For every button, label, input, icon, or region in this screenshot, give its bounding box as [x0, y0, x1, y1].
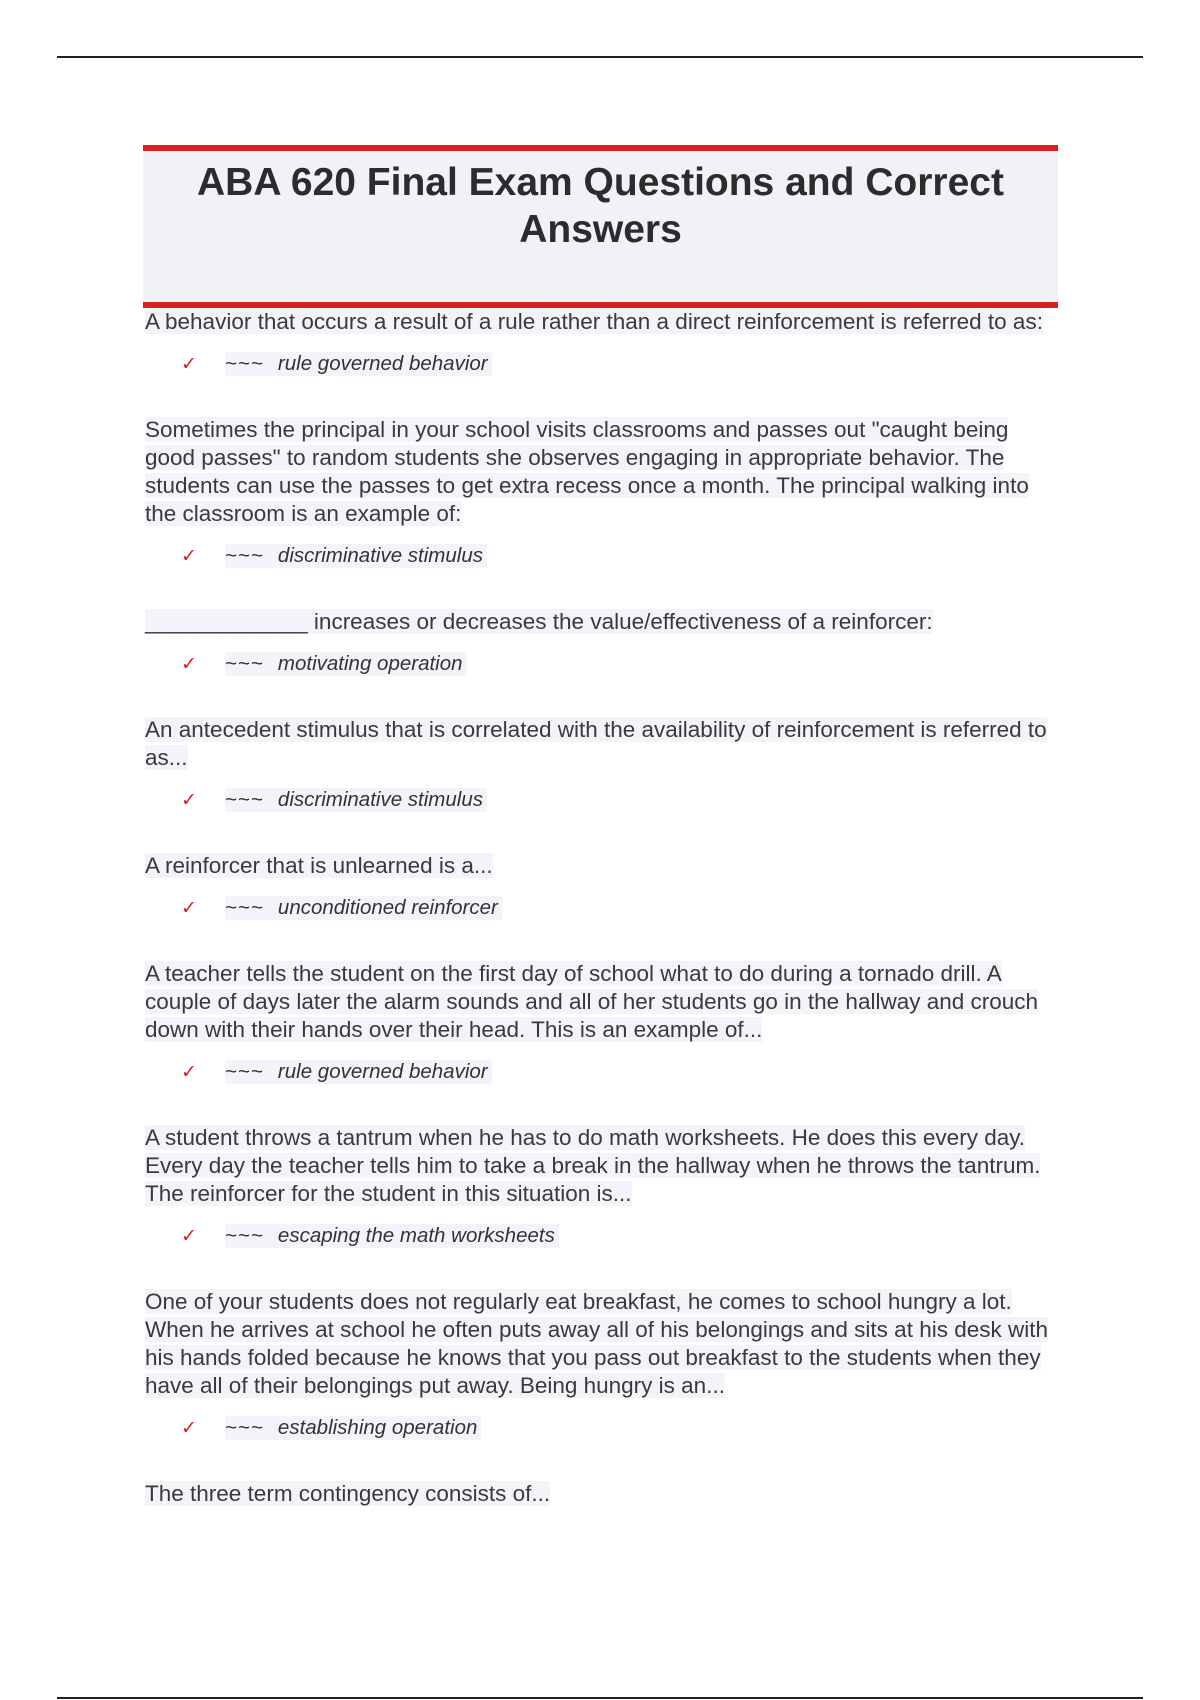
- qa-item: [145, 308, 1060, 378]
- checkmark-icon: ✓: [181, 545, 197, 567]
- checkmark-icon: ✓: [181, 1061, 197, 1083]
- answer-row: [181, 650, 1060, 678]
- checkmark-icon: ✓: [181, 653, 197, 675]
- question-text: An antecedent stimulus that is correlated with the availability of reinforcement is referred to as...: [145, 717, 1047, 770]
- checkmark-icon: ✓: [181, 789, 197, 811]
- answer-row: [181, 350, 1060, 378]
- answer-text: ~~~ establishing operation: [225, 1416, 481, 1440]
- answer-row: [181, 786, 1060, 814]
- question-text: Sometimes the principal in your school visits classrooms and passes out "caught being good passes" to random students she observes engaging in appropriate behavior. The students can use the passes to get extra recess once a month. The principal walking into the classroom is an example of:: [145, 417, 1029, 526]
- answer-row: [181, 894, 1060, 922]
- question-text: A teacher tells the student on the first day of school what to do during a tornado drill. A couple of days later the alarm sounds and all of her students go in the hallway and crouch down with their hands over their head. This is an example of...: [145, 961, 1039, 1042]
- bottom-rule: [57, 1697, 1143, 1699]
- answer-row: [181, 1222, 1060, 1250]
- question-text: A reinforcer that is unlearned is a...: [145, 853, 493, 878]
- qa-item: [145, 716, 1060, 814]
- answer-text: ~~~ discriminative stimulus: [225, 788, 487, 812]
- answer-text: ~~~ rule governed behavior: [225, 352, 492, 376]
- answer-row: [181, 542, 1060, 570]
- title-banner: [143, 145, 1058, 308]
- checkmark-icon: ✓: [181, 897, 197, 919]
- question-text: One of your students does not regularly eat breakfast, he comes to school hungry a lot. When he arrives at school he often puts away all of his belongings and sits at his desk with his hands folded because he knows that you pass out breakfast to the students when they have all of their belongings put away. Being hungry is an...: [145, 1289, 1048, 1398]
- checkmark-icon: ✓: [181, 1417, 197, 1439]
- answer-row: [181, 1414, 1060, 1442]
- answer-text: ~~~ rule governed behavior: [225, 1060, 492, 1084]
- qa-item: [145, 1124, 1060, 1250]
- qa-item: [145, 852, 1060, 922]
- page-title: ABA 620 Final Exam Questions and Correct Answers: [197, 161, 1004, 251]
- qa-item: [145, 416, 1060, 570]
- qa-item: [145, 1480, 1060, 1508]
- qa-item: [145, 960, 1060, 1086]
- answer-text: ~~~ unconditioned reinforcer: [225, 896, 502, 920]
- qa-list: [145, 308, 1060, 1508]
- qa-item: [145, 1288, 1060, 1442]
- question-text: The three term contingency consists of...: [145, 1481, 551, 1506]
- answer-text: ~~~ motivating operation: [225, 652, 467, 676]
- answer-row: [181, 1058, 1060, 1086]
- answer-text: ~~~ discriminative stimulus: [225, 544, 487, 568]
- question-text: _____________ increases or decreases the value/effectiveness of a reinforcer:: [145, 609, 933, 634]
- answer-text: ~~~ escaping the math worksheets: [225, 1224, 559, 1248]
- checkmark-icon: ✓: [181, 353, 197, 375]
- qa-item: [145, 608, 1060, 678]
- checkmark-icon: ✓: [181, 1225, 197, 1247]
- question-text: A student throws a tantrum when he has to do math worksheets. He does this every day. Every day the teacher tells him to take a break in the hallway when he throws the tantrum. The reinforcer for the student in this situation is...: [145, 1125, 1041, 1206]
- question-text: A behavior that occurs a result of a rule rather than a direct reinforcement is referred to as:: [145, 309, 1043, 334]
- top-rule: [57, 56, 1143, 58]
